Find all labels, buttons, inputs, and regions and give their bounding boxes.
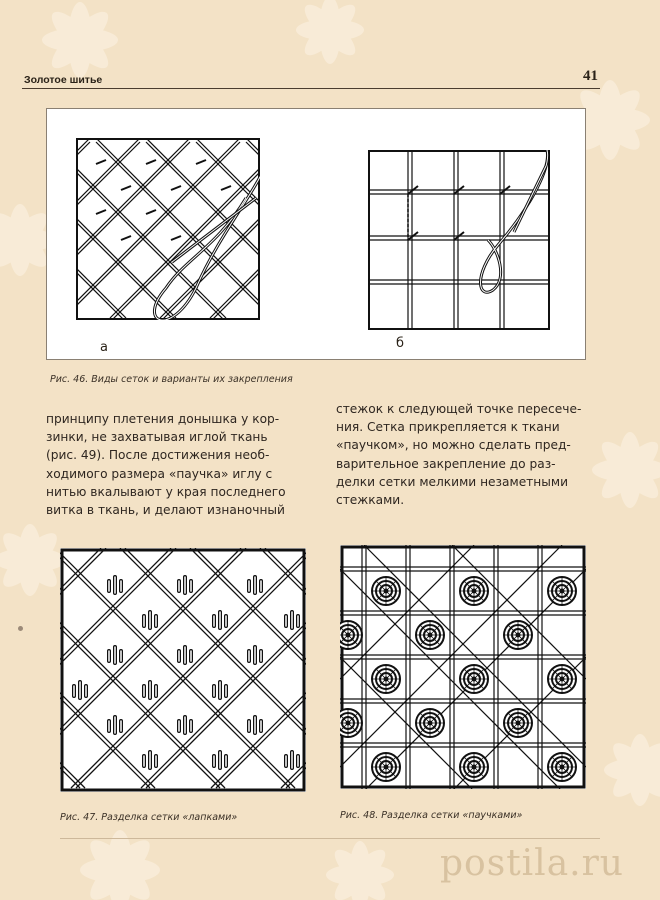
text-line: зинки, не захватывая иглой ткань [46, 430, 268, 445]
body-text-right-column [336, 400, 604, 509]
header-title: Золотое шитье [24, 74, 103, 86]
text-line: (рис. 49). После достижения необ- [46, 448, 270, 463]
text-line: варительное закрепление до раз- [336, 456, 556, 471]
text-line: стежок к следующей точке пересече- [336, 402, 582, 416]
figure-46b-square-net [368, 150, 550, 330]
text-line: витка в ткань, и делают изнаночный [46, 503, 285, 518]
figure-46-caption: Рис. 46. Виды сеток и варианты их закрепления [50, 374, 293, 385]
figure-48-caption: Рис. 48. Разделка сетки «паучками» [340, 810, 523, 821]
footer-divider [60, 838, 600, 839]
text-line: стежками. [336, 493, 405, 508]
watermark-text: postila.ru [440, 843, 624, 884]
text-line: «паучком», но можно сделать пред- [336, 438, 571, 453]
figure-48-spider-net [340, 545, 586, 789]
figure-46b-label: б [396, 336, 405, 351]
text-line: принципу плетения донышка у кор- [46, 412, 280, 426]
text-line: ния. Сетка прикрепляется к ткани [336, 420, 560, 435]
binding-hole-mark [18, 626, 23, 631]
text-line: нитью вкалывают у края последнего [46, 484, 286, 499]
figure-47-caption: Рис. 47. Разделка сетки «лапками» [60, 812, 238, 823]
running-header [22, 68, 600, 89]
page-number: 41 [583, 68, 598, 84]
body-text-left-column [46, 410, 312, 519]
text-line: делки сетки мелкими незаметными [336, 474, 568, 489]
figure-47-paw-net [60, 548, 306, 792]
text-line: ходимого размера «паучка» иглу с [46, 466, 273, 481]
figure-46a-diagonal-net [76, 138, 260, 320]
figure-46a-label: а [100, 340, 108, 355]
